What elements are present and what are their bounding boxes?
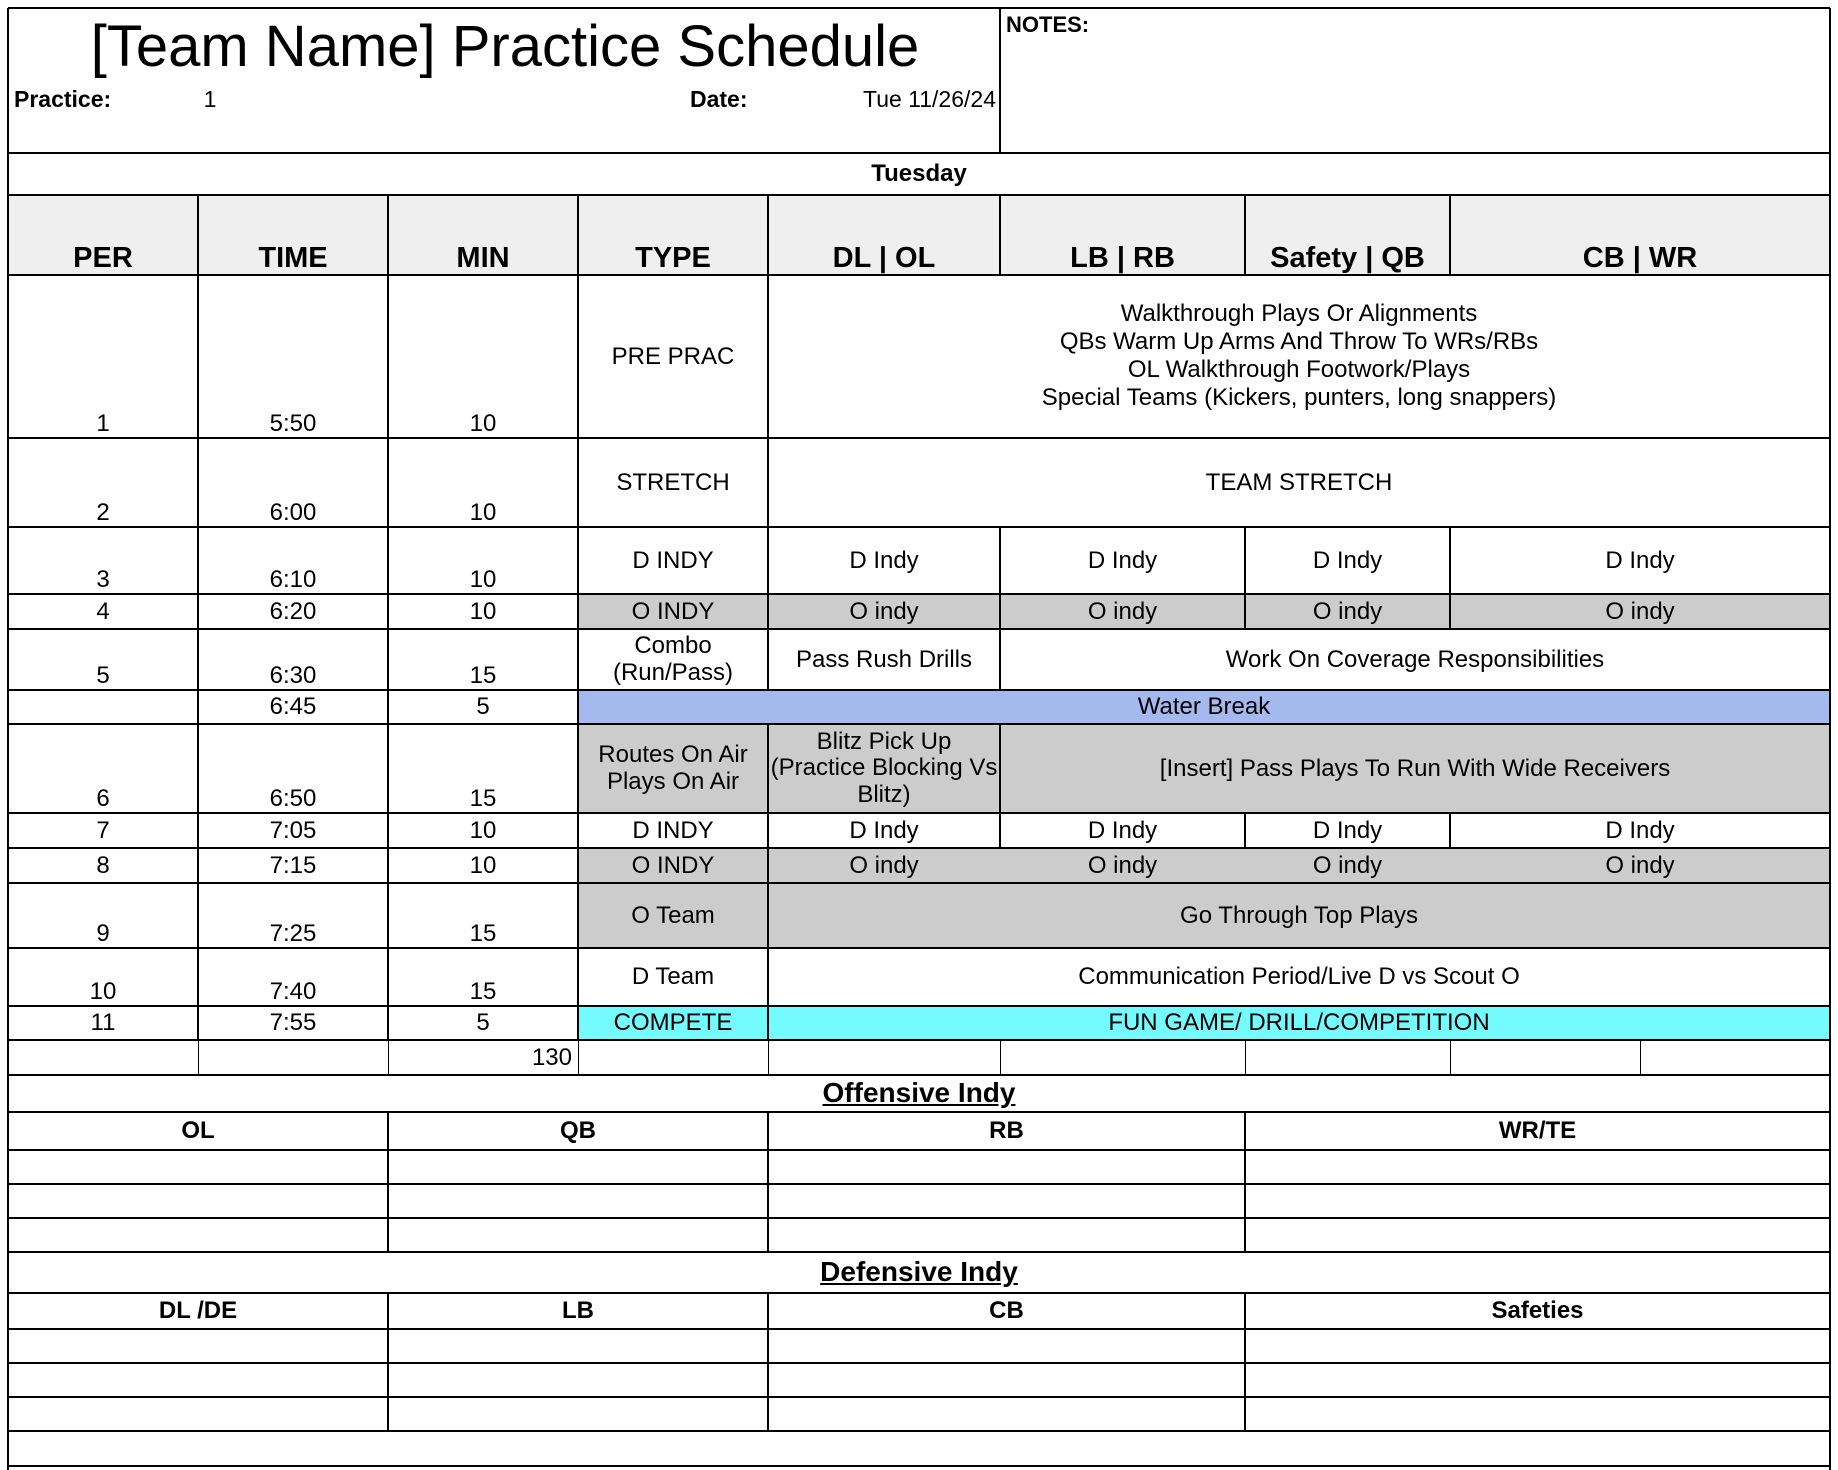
grid-line [1450,1040,1451,1075]
page-title: [Team Name] Practice Schedule [90,13,920,79]
time-cell: 6:00 [269,499,317,527]
offensive-column-header: RB [989,1117,1024,1145]
grid-line [8,1430,1830,1432]
indy-cell: O indy [1312,597,1383,625]
type-cell: COMPETE [613,1009,733,1037]
grid-line [999,8,1001,153]
period-cell: 8 [96,851,110,879]
time-cell: 7:25 [269,920,317,948]
period-cell: 5 [96,662,110,690]
minutes-cell: 10 [469,851,497,879]
time-cell: 6:50 [269,785,317,813]
indy-cell: D Indy [1312,546,1383,574]
time-cell: 7:15 [269,851,317,879]
time-cell: 6:20 [269,597,317,625]
coverage-cell: Work On Coverage Responsibilities [1225,645,1605,673]
indy-cell: O indy [1087,851,1158,879]
offensive-column-header: WR/TE [1498,1117,1577,1145]
minutes-cell: 5 [476,1009,490,1037]
period-cell: 11 [90,1009,116,1037]
pre-prac-note: OL Walkthrough Footwork/Plays [1127,356,1471,384]
offensive-indy-title: Offensive Indy [822,1077,1016,1109]
minutes-cell: 15 [469,662,497,690]
type-cell: PRE PRAC [611,342,735,370]
pass-plays-cell: [Insert] Pass Plays To Run With Wide Receivers [1159,754,1671,782]
day-label: Tuesday [871,160,967,188]
grid-line [1245,1040,1246,1075]
grid-line [768,1040,769,1075]
grid-line [8,1362,1830,1364]
pre-prac-note: Special Teams (Kickers, punters, long snappers) [1041,384,1557,412]
indy-cell: O indy [849,851,919,879]
defensive-column-header: LB [562,1297,594,1325]
indy-cell: O indy [1087,597,1158,625]
column-header: CB | WR [1582,241,1698,274]
time-cell: 7:40 [269,978,317,1006]
column-header: Safety | QB [1270,241,1425,274]
type-cell: O INDY [631,597,715,625]
grid-line [8,1465,1830,1467]
column-header: MIN [456,241,510,274]
total-minutes: 130 [531,1043,572,1071]
notes-label: NOTES: [1006,12,1090,38]
indy-cell: D Indy [1087,816,1158,844]
time-cell: 6:30 [269,662,317,690]
grid-line [8,1217,1830,1219]
pass-rush-cell: Pass Rush Drills [795,645,973,673]
indy-cell: O indy [849,597,919,625]
grid-line [1000,1040,1001,1075]
type-cell: O INDY [631,851,715,879]
minutes-cell: 15 [469,785,497,813]
time-cell: 5:50 [269,410,317,438]
period-cell: 6 [96,785,110,813]
type-cell: STRETCH [616,468,730,496]
type-cell: D INDY [632,816,714,844]
team-stretch: TEAM STRETCH [1205,468,1393,496]
defensive-column-header: DL /DE [158,1297,238,1325]
minutes-cell: 10 [469,499,497,527]
minutes-cell: 15 [469,978,497,1006]
offensive-column-header: QB [560,1117,596,1145]
minutes-cell: 5 [476,693,490,721]
grid-line [578,1040,579,1075]
indy-cell: D Indy [849,546,919,574]
period-cell: 2 [96,499,110,527]
period-cell: 7 [96,816,110,844]
grid-line [1640,1040,1641,1075]
practice-label: Practice: [14,85,112,112]
type-cell: O Team [631,901,715,929]
water-break: Water Break [1137,693,1271,721]
period-cell: 1 [96,410,110,438]
grid-line [8,1183,1830,1185]
indy-cell: D Indy [1312,816,1383,844]
practice-value: 1 [203,85,217,112]
indy-cell: O indy [1605,597,1675,625]
column-header: TYPE [635,241,711,274]
column-header: PER [73,241,133,274]
time-cell: 6:10 [269,566,317,594]
offensive-column-header: OL [181,1117,215,1145]
grid-line [8,1396,1830,1398]
period-cell [8,690,198,724]
blitz-pickup-cell: Blitz Pick Up (Practice Blocking Vs Blitz) [770,727,998,808]
type-cell: Routes On Air Plays On Air [598,741,748,795]
type-cell: D INDY [632,546,714,574]
fun-game-cell: FUN GAME/ DRILL/COMPETITION [1108,1009,1490,1037]
defensive-column-header: CB [989,1297,1024,1325]
indy-cell: D Indy [849,816,919,844]
grid-line [8,7,1000,9]
indy-cell: O indy [1312,851,1383,879]
column-header: TIME [258,241,328,274]
minutes-cell: 10 [469,597,497,625]
period-cell: 4 [96,597,110,625]
pre-prac-note: QBs Warm Up Arms And Throw To WRs/RBs [1059,328,1539,356]
time-cell: 7:05 [269,816,317,844]
indy-cell: D Indy [1605,816,1675,844]
period-cell: 10 [89,978,117,1006]
minutes-cell: 15 [469,920,497,948]
date-label: Date: [690,85,748,112]
date-value: Tue 11/26/24 [863,85,996,112]
pre-prac-note: Walkthrough Plays Or Alignments [1120,300,1478,328]
defensive-indy-title: Defensive Indy [820,1256,1018,1288]
minutes-cell: 10 [469,410,497,438]
indy-cell: D Indy [1087,546,1158,574]
time-cell: 7:55 [269,1009,317,1037]
indy-cell: D Indy [1605,546,1675,574]
minutes-cell: 10 [469,566,497,594]
type-cell: Combo (Run/Pass) [612,632,734,686]
time-cell: 6:45 [269,693,317,721]
period-cell: 9 [96,920,110,948]
type-cell: D Team [631,963,715,991]
column-header: LB | RB [1070,241,1175,274]
communication-cell: Communication Period/Live D vs Scout O [1078,963,1520,991]
grid-line [1000,7,1830,9]
minutes-cell: 10 [469,816,497,844]
column-header: DL | OL [832,241,936,274]
indy-cell: O indy [1605,851,1675,879]
top-plays-cell: Go Through Top Plays [1180,901,1418,929]
period-cell: 3 [96,566,110,594]
grid-line [198,1040,199,1075]
defensive-column-header: Safeties [1491,1297,1584,1325]
